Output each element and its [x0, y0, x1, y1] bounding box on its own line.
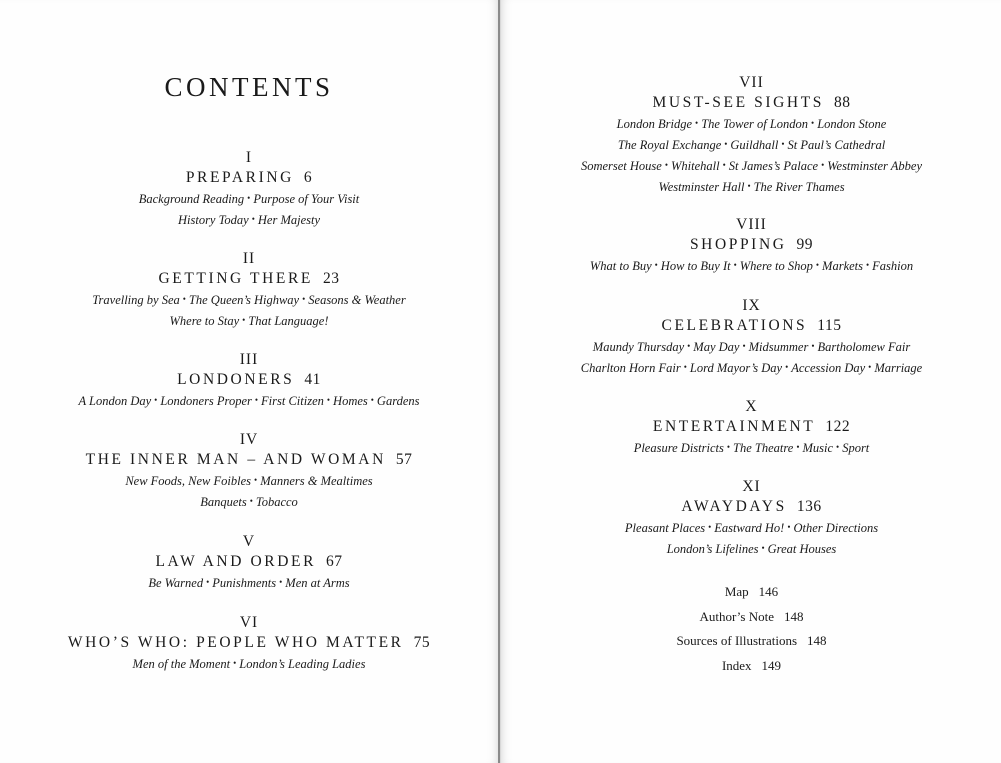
topic-separator: • — [742, 341, 746, 351]
chapter-title: MUST-SEE SIGHTS — [652, 94, 824, 111]
chapter-heading — [501, 497, 1001, 517]
topic-item: Somerset House — [580, 159, 662, 173]
topic-item: Tobacco — [255, 495, 298, 509]
topic-item: Background Reading — [138, 192, 245, 206]
topic-separator: • — [866, 260, 870, 270]
topic-separator: • — [787, 522, 791, 532]
topic-item: Westminster Hall — [658, 180, 745, 194]
topic-item: Other Directions — [793, 521, 879, 535]
topic-separator: • — [722, 160, 726, 170]
contents-title: CONTENTS — [164, 72, 334, 102]
topic-line — [501, 336, 1001, 357]
topic-item: Music — [802, 441, 834, 455]
topic-item: London’s Lifelines — [666, 542, 759, 556]
chapter-topics — [0, 289, 498, 331]
topic-item: Londoners Proper — [160, 394, 252, 408]
topic-separator: • — [836, 442, 840, 452]
topic-item: Homes — [333, 394, 368, 408]
left-page — [0, 0, 499, 763]
topic-separator: • — [326, 395, 331, 405]
topic-separator: • — [733, 260, 737, 270]
topic-separator: • — [654, 260, 658, 270]
topic-item: Lord Mayor’s Day — [689, 361, 783, 375]
topic-separator: • — [242, 315, 246, 325]
chapter-topics — [0, 653, 498, 674]
topic-item: Bartholomew Fair — [817, 340, 911, 354]
topic-line — [0, 470, 498, 491]
chapter-heading — [0, 269, 498, 289]
chapter-title: LONDONERS — [177, 371, 295, 388]
chapter-page-number: 57 — [395, 451, 413, 468]
topic-item: The Queen’s Highway — [188, 293, 300, 307]
topic-item: Purpose of Your Visit — [253, 192, 360, 206]
chapter-title: THE INNER MAN – AND WOMAN — [85, 451, 386, 468]
chapter-topics — [501, 336, 1001, 378]
topic-item: May Day — [693, 340, 740, 354]
chapter-title: GETTING THERE — [158, 270, 313, 287]
chapter-page-number: 115 — [817, 317, 842, 334]
chapter-entry — [501, 215, 1001, 276]
chapter-heading — [501, 316, 1001, 336]
chapter-numeral: I — [245, 149, 253, 166]
chapter-entry — [501, 397, 1001, 458]
topic-separator: • — [695, 118, 699, 128]
topic-separator: • — [254, 395, 259, 405]
chapter-heading — [0, 450, 498, 470]
topic-item: London Stone — [817, 117, 887, 131]
chapter-page-number: 88 — [834, 94, 851, 111]
topic-item: Men of the Moment — [132, 657, 231, 671]
chapter-entry — [0, 613, 498, 674]
topic-item: Markets — [822, 259, 864, 273]
topic-item: Punishments — [212, 576, 277, 590]
chapter-page-number: 6 — [303, 169, 313, 186]
topic-separator: • — [254, 475, 258, 485]
chapter-heading — [501, 93, 1001, 113]
chapter-heading — [0, 552, 498, 572]
chapter-title: PREPARING — [185, 169, 294, 186]
backmatter-page-number: 146 — [758, 584, 779, 599]
chapter-page-number: 136 — [796, 498, 822, 515]
topic-item: The Theatre — [733, 441, 794, 455]
topic-item: A London Day — [78, 394, 152, 408]
topic-line — [0, 188, 498, 209]
chapter-numeral: VII — [739, 74, 764, 91]
topic-item: Great Houses — [767, 542, 837, 556]
topic-line — [0, 572, 498, 593]
topic-separator: • — [249, 496, 253, 506]
topic-separator: • — [811, 118, 815, 128]
chapter-entry — [501, 477, 1001, 559]
chapter-title: ENTERTAINMENT — [652, 418, 816, 435]
topic-separator: • — [724, 139, 728, 149]
backmatter-page-number: 148 — [807, 633, 827, 648]
topic-item: How to Buy It — [660, 259, 731, 273]
backmatter-item — [501, 654, 1001, 679]
topic-line — [0, 491, 498, 512]
topic-line — [0, 390, 498, 411]
topic-separator: • — [796, 442, 800, 452]
topic-item: Westminster Abbey — [827, 159, 923, 173]
topic-item: Sport — [842, 441, 870, 455]
chapter-page-number: 75 — [413, 634, 431, 651]
chapter-topics — [0, 390, 498, 411]
chapter-title: CELEBRATIONS — [661, 317, 808, 334]
topic-line — [501, 437, 1001, 458]
topic-item: New Foods, New Foibles — [125, 474, 252, 488]
topic-item: Guildhall — [730, 138, 779, 152]
topic-separator: • — [182, 294, 186, 304]
chapter-numeral: II — [242, 250, 256, 267]
topic-item: Her Majesty — [257, 213, 321, 227]
topic-item: Manners & Mealtimes — [260, 474, 373, 488]
topic-item: Pleasure Districts — [633, 441, 724, 455]
chapter-page-number: 122 — [825, 418, 851, 435]
topic-line — [501, 155, 1001, 176]
topic-item: History Today — [177, 213, 249, 227]
topic-item: The Tower of London — [701, 117, 809, 131]
chapter-entry — [501, 73, 1001, 197]
topic-separator: • — [251, 214, 255, 224]
chapter-topics — [0, 470, 498, 512]
chapter-topics — [501, 113, 1001, 197]
topic-line — [501, 538, 1001, 559]
topic-line — [501, 176, 1001, 197]
chapter-title: LAW AND ORDER — [155, 553, 317, 570]
topic-separator: • — [815, 260, 820, 270]
topic-item: Seasons & Weather — [308, 293, 406, 307]
chapter-entry — [0, 148, 498, 230]
topic-line — [501, 357, 1001, 378]
topic-separator: • — [279, 577, 283, 587]
chapter-numeral: V — [242, 533, 256, 550]
topic-item: First Citizen — [261, 394, 324, 408]
chapter-entry — [0, 532, 498, 593]
chapter-numeral: III — [239, 351, 259, 368]
topic-separator: • — [206, 577, 210, 587]
topic-item: That Language! — [248, 314, 329, 328]
topic-separator: • — [664, 160, 668, 170]
topic-separator: • — [781, 139, 785, 149]
topic-separator: • — [811, 341, 815, 351]
chapter-numeral: IV — [239, 431, 259, 448]
chapter-entry — [501, 296, 1001, 378]
topic-separator: • — [726, 442, 731, 452]
topic-separator: • — [747, 181, 751, 191]
backmatter-list — [501, 580, 1001, 678]
topic-item: Where to Stay — [169, 314, 240, 328]
topic-separator: • — [761, 543, 765, 553]
topic-line — [501, 113, 1001, 134]
chapter-page-number: 67 — [326, 553, 343, 570]
topic-line — [0, 209, 498, 230]
topic-item: Whitehall — [670, 159, 720, 173]
chapter-title: SHOPPING — [689, 236, 787, 253]
chapter-entry — [0, 350, 498, 411]
topic-line — [501, 255, 1001, 276]
topic-separator: • — [247, 193, 251, 203]
chapter-page-number: 23 — [322, 270, 340, 287]
topic-line — [0, 653, 498, 674]
chapter-numeral: XI — [742, 478, 761, 495]
topic-item: Banquets — [200, 495, 247, 509]
backmatter-page-number: 148 — [784, 608, 804, 624]
topic-separator: • — [868, 362, 872, 372]
chapter-entry — [0, 430, 498, 512]
chapter-title: AWAYDAYS — [681, 498, 787, 515]
chapter-topics — [0, 572, 498, 593]
topic-line — [0, 310, 498, 331]
topic-separator: • — [302, 294, 306, 304]
topic-item: Fashion — [872, 259, 914, 273]
chapter-entry — [0, 249, 498, 331]
topic-item: The Royal Exchange — [617, 138, 722, 152]
chapter-heading — [0, 168, 498, 188]
backmatter-label: Map — [724, 584, 749, 599]
topic-separator: • — [821, 160, 825, 170]
chapter-title: WHO’S WHO: PEOPLE WHO MATTER — [67, 634, 404, 651]
topic-item: London’s Leading Ladies — [239, 657, 366, 671]
topic-separator: • — [154, 395, 158, 405]
chapter-page-number: 99 — [796, 236, 814, 253]
backmatter-page-number: 149 — [761, 657, 782, 673]
topic-item: Midsummer — [748, 340, 809, 354]
topic-item: Pleasant Places — [624, 521, 706, 535]
chapter-topics — [501, 437, 1001, 458]
topic-separator: • — [687, 341, 691, 351]
topic-line — [501, 517, 1001, 538]
topic-item: Travelling by Sea — [92, 293, 180, 307]
right-page — [500, 0, 1001, 763]
topic-separator: • — [785, 362, 789, 372]
topic-item: What to Buy — [589, 259, 652, 273]
backmatter-item — [501, 605, 1001, 630]
topic-separator: • — [233, 658, 237, 668]
backmatter-label: Sources of Illustrations — [676, 633, 798, 648]
chapter-topics — [501, 255, 1001, 276]
topic-line — [501, 134, 1001, 155]
topic-separator: • — [370, 395, 374, 405]
backmatter-item — [501, 629, 1001, 654]
chapter-numeral: X — [745, 398, 758, 415]
chapter-topics — [501, 517, 1001, 559]
chapter-heading — [501, 235, 1001, 255]
topic-item: Accession Day — [791, 361, 866, 375]
chapter-heading — [501, 417, 1001, 437]
topic-item: Where to Shop — [739, 259, 813, 273]
chapter-numeral: IX — [742, 297, 761, 314]
backmatter-label: Index — [721, 657, 752, 673]
topic-item: London Bridge — [616, 117, 693, 131]
backmatter-label: Author’s Note — [699, 608, 774, 624]
chapter-heading — [0, 633, 498, 653]
topic-item: Charlton Horn Fair — [580, 361, 681, 375]
topic-separator: • — [708, 522, 712, 532]
topic-item: Maundy Thursday — [592, 340, 685, 354]
topic-separator: • — [683, 362, 687, 372]
topic-item: St James’s Palace — [728, 159, 819, 173]
chapter-page-number: 41 — [304, 371, 321, 388]
topic-item: Gardens — [376, 394, 420, 408]
chapter-heading — [0, 370, 498, 390]
topic-line — [0, 289, 498, 310]
chapter-numeral: VI — [239, 614, 259, 631]
chapter-topics — [0, 188, 498, 230]
topic-item: Be Warned — [148, 576, 204, 590]
topic-item: Eastward Ho! — [714, 521, 785, 535]
backmatter-item — [501, 580, 1001, 605]
topic-item: The River Thames — [753, 180, 845, 194]
topic-item: Marriage — [874, 361, 923, 375]
topic-item: Men at Arms — [285, 576, 350, 590]
chapter-numeral: VIII — [736, 216, 767, 233]
topic-item: St Paul’s Cathedral — [787, 138, 886, 152]
